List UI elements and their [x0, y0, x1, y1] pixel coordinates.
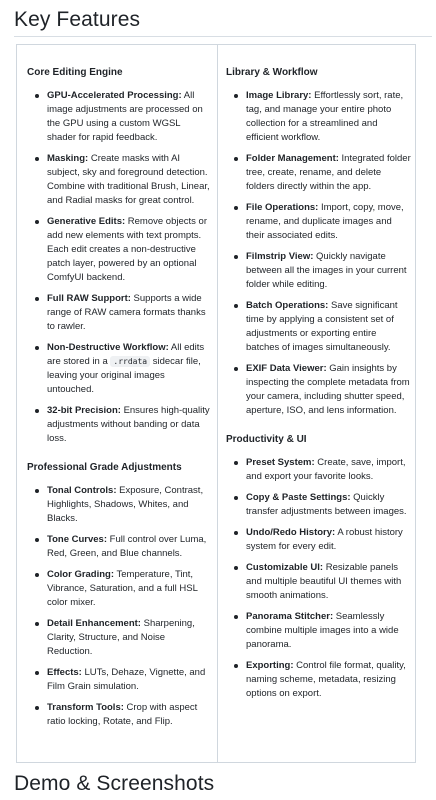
list-item [47, 617, 211, 659]
item-term: Exporting: [246, 660, 294, 671]
list-item [246, 201, 412, 243]
item-term: Batch Operations: [246, 300, 329, 311]
list-item [246, 456, 412, 484]
item-text: All image adjustments are processed on the GPU using a custom WGSL shader for rapid feedback. [47, 90, 203, 143]
pro-list [27, 484, 211, 729]
item-text: Quickly transfer adjustments between images. [246, 492, 407, 517]
list-item [246, 299, 412, 355]
section-title-library: Library & Workflow [226, 67, 318, 78]
item-term: Undo/Redo History: [246, 527, 336, 538]
section-title-pro: Professional Grade Adjustments [27, 462, 182, 473]
core-list [27, 89, 211, 446]
item-text: Gain insights by inspecting the complete metadata from your camera, including shutter speed, aperture, ISO, and lens information. [246, 363, 410, 416]
list-item [47, 568, 211, 610]
item-text: Create masks with AI subject, sky and foreground detection. Combine with traditional Brush, Linear, and Radial masks for great control. [47, 153, 210, 206]
item-text: sidecar file, leaving your original images untouched. [47, 356, 201, 395]
list-item [246, 89, 412, 145]
list-item [47, 404, 211, 446]
features-table [16, 44, 416, 763]
list-item [246, 491, 412, 519]
item-term: Panorama Stitcher: [246, 611, 334, 622]
library-list [226, 89, 412, 418]
item-text: Supports a wide range of RAW camera formats thanks to rawler. [47, 293, 206, 332]
item-text: Effortlessly sort, rate, tag, and manage your entire photo collection for a streamlined and efficient workflow. [246, 90, 404, 143]
list-item [47, 215, 211, 285]
list-item [246, 561, 412, 603]
item-term: Preset System: [246, 457, 315, 468]
right-column [226, 67, 412, 708]
list-item [47, 89, 211, 145]
item-term: Copy & Paste Settings: [246, 492, 351, 503]
item-term: Masking: [47, 153, 89, 164]
demo-heading: Demo & Screenshots [14, 772, 215, 795]
section-title-core: Core Editing Engine [27, 67, 123, 78]
list-item [246, 526, 412, 554]
item-term: Detail Enhancement: [47, 618, 141, 629]
item-term: Non-Destructive Workflow: [47, 342, 169, 353]
list-item [47, 292, 211, 334]
item-term: Transform Tools: [47, 702, 124, 713]
productivity-list [226, 456, 412, 701]
item-text: All edits are stored in a [47, 342, 205, 367]
list-item [246, 659, 412, 701]
item-text: Save significant time by applying a consistent set of adjustments or exporting entire batches of images simultaneously. [246, 300, 398, 353]
item-term: EXIF Data Viewer: [246, 363, 327, 374]
item-term: Customizable UI: [246, 562, 324, 573]
item-text: Seamlessly combine multiple images into a wide panorama. [246, 611, 399, 650]
item-term: Tone Curves: [47, 534, 108, 545]
list-item [246, 152, 412, 194]
list-item [246, 610, 412, 652]
item-term: GPU-Accelerated Processing: [47, 90, 182, 101]
item-term: Effects: [47, 667, 82, 678]
list-item [246, 362, 412, 418]
item-term: Full RAW Support: [47, 293, 131, 304]
item-term: Generative Edits: [47, 216, 126, 227]
item-text: Full control over Luma, Red, Green, and Blue channels. [47, 534, 207, 559]
item-text: Crop with aspect ratio locking, Rotate, and Flip. [47, 702, 198, 727]
item-text: Create, save, import, and export your favorite looks. [246, 457, 406, 482]
item-text: Remove objects or add new elements with text prompts. Each edit creates a non-destructive patch layer, powered by an optional ComfyUI backend. [47, 216, 207, 283]
key-features-heading: Key Features [14, 8, 141, 31]
item-text: LUTs, Dehaze, Vignette, and Film Grain simulation. [47, 667, 206, 692]
column-divider [217, 45, 218, 762]
item-term: Image Library: [246, 90, 312, 101]
list-item [47, 484, 211, 526]
list-item [246, 250, 412, 292]
item-text: Exposure, Contrast, Highlights, Shadows, Whites, and Blacks. [47, 485, 204, 524]
heading-rule [14, 36, 432, 37]
item-term: File Operations: [246, 202, 319, 213]
item-text: Temperature, Tint, Vibrance, Saturation, and a full HSL color mixer. [47, 569, 198, 608]
left-column [27, 67, 211, 736]
item-term: Tonal Controls: [47, 485, 117, 496]
list-item [47, 666, 211, 694]
item-text: Import, copy, move, rename, and duplicate images and their associated edits. [246, 202, 404, 241]
item-term: Color Grading: [47, 569, 115, 580]
item-text: A robust history system for every edit. [246, 527, 403, 552]
list-item [47, 533, 211, 561]
item-text: Integrated folder tree, create, rename, and delete folders directly within the app. [246, 153, 411, 192]
item-term: Folder Management: [246, 153, 339, 164]
list-item [47, 701, 211, 729]
item-text: Ensures high-quality adjustments without banding or data loss. [47, 405, 210, 444]
list-item [47, 341, 211, 397]
section-title-productivity: Productivity & UI [226, 434, 307, 445]
inline-code: .rrdata [110, 356, 150, 367]
item-term: 32-bit Precision: [47, 405, 121, 416]
item-text: Control file format, quality, naming scheme, metadata, resizing options on export. [246, 660, 406, 699]
item-text: Resizable panels and multiple beautiful UI themes with smooth animations. [246, 562, 402, 601]
list-item [47, 152, 211, 208]
item-text: Sharpening, Clarity, Structure, and Noise Reduction. [47, 618, 195, 657]
item-text: Quickly navigate between all the images in your current folder while editing. [246, 251, 407, 290]
item-term: Filmstrip View: [246, 251, 314, 262]
